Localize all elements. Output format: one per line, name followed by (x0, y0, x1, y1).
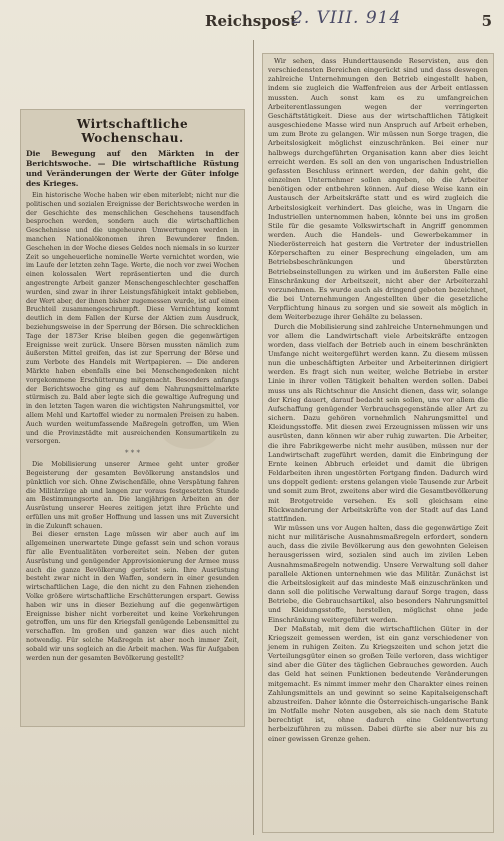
article-paragraph: Die Mobilisierung unserer Armee geht unter großer Begeisterung der gesamten Bevölkerung anstandslos und pünktlich vor sich. Ohne Zwischenfälle, ohne Verspätung fahren die Militärzüge ab und langen zur voraus festgesetzten Stunde am Bestimmungsorte an. Die langjährigen Arbeiten an der Ausrüstung unserer Heeres zeitigen jetzt ihre Früchte und erfüllen uns mit großer Hoffnung und lassen uns mit Zuversicht in die Zukunft schauen. (26, 460, 239, 530)
article-paragraph: Durch die Mobilisierung sind zahlreiche Unternehmungen und vor allem die Landwirtschaft viele Arbeitskräfte entzogen worden, dass vielfach der Betrieb auch in einem beschränkten Umfange nicht weitergeführt werden kann. Zu diesem müssen nun die unbeschäftigten Arbeiter und Arbeiterinnen dirigiert werden. Es fragt sich nun weiter, welche Betriebe in erster Linie in ihrer vollen Tätigkeit behalten werden sollen. Dabei muss uns als Richtschnur die Ansicht dienen, dass wir, solange der Krieg dauert, darauf bedacht sein sollen, uns vor allem die Aufschaffung genügender Verbrauchsgegenstände aller Art zu sichern. Dazu gehören vornehmlich Nahrungsmittel und Kleidungsstoffe. Mit diesen zwei Erzeugnissen müssen wir uns ausrüsten, dann können wir aber ruhig zuwarten. Die Arbeiter, die ihre Fabrikgewerbe nicht mehr ausüben, müssen nur der Landwirtschaft zugeführt werden, damit die Einbringung der Ernte keinen Abbruch erleidet und damit die übrigen Feldarbeiten ihren ungestörten Fortgang finden. Dadurch wird uns doppelt gedient: erstens gelangen viele Tausende zur Arbeit und somit zum Brot, zweitens aber wird die Gesamtbevölkerung mit Brotgetreide versehen. Es soll gleichsam eine Rückwanderung der Arbeitskräfte von der Stadt auf das Land stattfinden. (268, 322, 488, 523)
right-article (262, 53, 494, 744)
right-clipping (262, 53, 494, 833)
handwritten-date: 2. VIII. 914 (292, 8, 402, 28)
left-clipping (20, 109, 245, 727)
column-divider (253, 40, 254, 835)
article-paragraph: Bei dieser ernsten Lage müssen wir aber auch auf im allgemeinen unerwartete Dinge gefasst sein und schon voraus für alle Eventualitäten vorbereitet sein. Neben der guten Ausrüstung und genügender Approvisionierung der Armee muss auch die ganze Bevölkerung gerüstet sein. Ihre Ausrüstung besteht zwar nicht in den Waffen, sondern in einer gesunden wirtschaftlichen Lage, die den nicht zu den Fahnen ziehenden Volke größere wirtschaftliche Erschütterungen erspart. Gewiss haben wir uns in dieser Beziehung auf die gegenwärtigen Ereignisse bisher nicht vorbereitet und keine Vorkehrungen getroffen, um uns für den Kriegsfall genügende Lebensmittel zu verschaffen. Im großen und ganzen war dies auch nicht notwendig. Für solche Maßregeln ist aber noch immer Zeit, sobald wir uns sogleich an die Arbeit machen. Was für Aufgaben werden nun der gesamten Bevölkerung gestellt? (26, 530, 239, 662)
page-number: 5 (481, 12, 492, 30)
paper-stain (160, 409, 220, 449)
article-subhead: Die Bewegung auf den Märkten in der Berichtswoche. — Die wirtschaftliche Rüstung und Veränderungen der Werte der Güter infolge des Krieges. (26, 149, 239, 188)
article-paragraph: Wir müssen uns vor Augen halten, dass die gegenwärtige Zeit nicht nur militärische Ausnahmsmaßregeln erfordert, sondern auch, dass die zivile Bevölkerung aus den gewohnten Geleisen herausgerissen wird, sozialen sind auch im zivilen Leben Ausnahmsmaßregeln notwendig. Unsere Verwaltung soll daher parallele Aktionen unternehmen wie das Militär. Zunächst ist die Arbeitslosigkeit auf das mindeste Maß einzuschränken und dann soll die politische Verwaltung darauf Sorge tragen, dass Betriebe, die Gebrauchsartikel, also besonders Nahrungsmittel und Kleidungsstoffe, herstellen, möglichst ohne jede Einschränkung weitergeführt werden. (268, 523, 488, 624)
page-header (0, 0, 504, 40)
left-article (20, 109, 245, 662)
article-paragraph: Der Maßstab, mit dem die wirtschaftlichen Güter in der Kriegszeit gemessen werden, ist ein ganz verschiedener von jenem in ruhigen Zeiten. Zu Kriegszeiten und schon jetzt die Verteilungsgüter einen so großen Teile verloren, dass wichtiger sind aber die Güter des täglichen Gebrauches geworden. Auch das Geld hat seinen Funktionen bedeutende Veränderungen mitgemacht. Es nimmt immer mehr den Charakter eines reinen Zahlungsmittels an und gewinnt so seine Kapitalseigenschaft abzustreifen. Daher könnte die Österreichisch-ungarische Bank im Notfalle mehr Noten ausgeben, als sie nach dem Statute berechtigt ist, ohne dadurch eine Geldentwertung herbeizuführen zu müssen. Dabei dürfte sie aber nur bis zu einer gewissen Grenze gehen. (268, 624, 488, 743)
article-paragraph: Ein historische Woche haben wir eben miterlebt; nicht nur die politischen und sozialen Ereignisse der Berichtswoche werden in der Geschichte des menschlichen Geschehens tausendfach besprochen werden, sondern auch die wirtschaftlichen Geschehnisse und die ungeheuren Umwertungen werden in manchen Nationalökonomen ihren Bewunderer finden. Geschehen in der Woche dieses Geldes noch niemals in so kurzer Zeit so ungeheuerliche nominelle Werte vernichtet worden, wie im Laufe der letzten zehn Tage. Werte, die noch vor zwei Wochen einen kolossalen Wert repräsentierten und die durch angestrengte Arbeit ganzer Menschengeschlechter geschaffen wurden, sind zwar in ihrer Leistungsfähigkeit intakt geblieben, der Wert aber, der ihnen bisher zugemessen wurde, ist auf einen Bruchteil zusammengeschrumpft. Diese Vernichtung kommt deutlich in dem Fallen der Kurse der Aktien zum Ausdruck, beziehungsweise in der Sperrung der Börsen. Die schrecklichen Tage der 1873er Krise bleiben gegen die gegenwärtigen Ereignisse weit zurück. Unsere Börsen mussten nämlich zum äußersten Mittel greifen, das ist zur Sperrung der Börse und zum Verbote des Handels mit Wertpapieren. — Die anderen Märkte haben ebenfalls eine bei Menschengedenken nicht vorgekommene Erschütterung mitgemacht. Besonders anfangs der Berichtswoche ging es auf dem Nahrungsmittelmarkte stürmisch zu. Bald aber legte sich die gewaltige Aufregung und in den letzten Tagen waren die wichtigsten Nahrungsmittel, vor allem Mehl und Kartoffel wieder zu normalen Preisen zu haben. Auch wurden weitumfassende Maßregeln getroffen, um Wien und die Provinzstädte mit ausreichenden Konsumartikeln zu versorgen. (26, 191, 239, 446)
article-title: Wirtschaftliche Wochenschau. (76, 117, 189, 145)
masthead: Reichspost (205, 12, 298, 30)
section-separator: * * * (125, 449, 140, 458)
article-paragraph: Wir sehen, dass Hunderttausende Reservisten, aus den verschiedensten Bereichen eingerückt sind und dass deswegen zahlreiche Unternehmungen den Betrieb eingestellt haben, indem sie zugleich die Waffenfreien aus der Arbeit entlassen mussten. Auch sonst kam es zu umfangreichen Arbeiterentlassungen wegen der verringerten Geschäftstätigkeit. Diese aus der wirtschaftlichen Tätigkeit ausgeschiedene Masse wird nun Anspruch auf Arbeit erheben, um zum Brote zu gelangen. Wir müssen nun Sorge tragen, die Arbeitslosigkeit möglichst einzuschränken. Bei einer nur halbwegs durchgeführten Organisation kann aber dies leicht erreicht werden. Es soll an den von ungarischen Industriellen gefassten Beschluss erinnert werden, der dahin geht, die einzelnen Unternehmer sollen angeben, ob die Arbeiter benötigen oder entbehren können. Auf diese Weise kann ein Austausch der Arbeitskräfte statt und es wird zugleich die Arbeitslosigkeit verhindert. Das gleiche, was in Ungarn die Industriellen unternommen haben, könnte bei uns im großen Stile für die gesamte Volkswirtschaft in Angriff genommen werden. Auch die Handels- und Gewerbekammer in Niederösterreich hat gestern die Vertreter der industriellen Körperschaften zu einer Besprechung eingeladen, um am Betriebsbeschränkungen und überstürzten Betriebseinstellungen zu wirken und im äußersten Falle eine Einschränkung der Arbeitszeit, nicht aber der Arbeiterzahl vorzunehmen. Es wurde auch als dringend geboten bezeichnet, die bei Unternehmungen Angestellten über die gesetzliche Verpflichtung hinaus zu sorgen und sie soweit als möglich in dem Weiterbezuge ihrer Gehälte zu belassen. (268, 57, 488, 322)
